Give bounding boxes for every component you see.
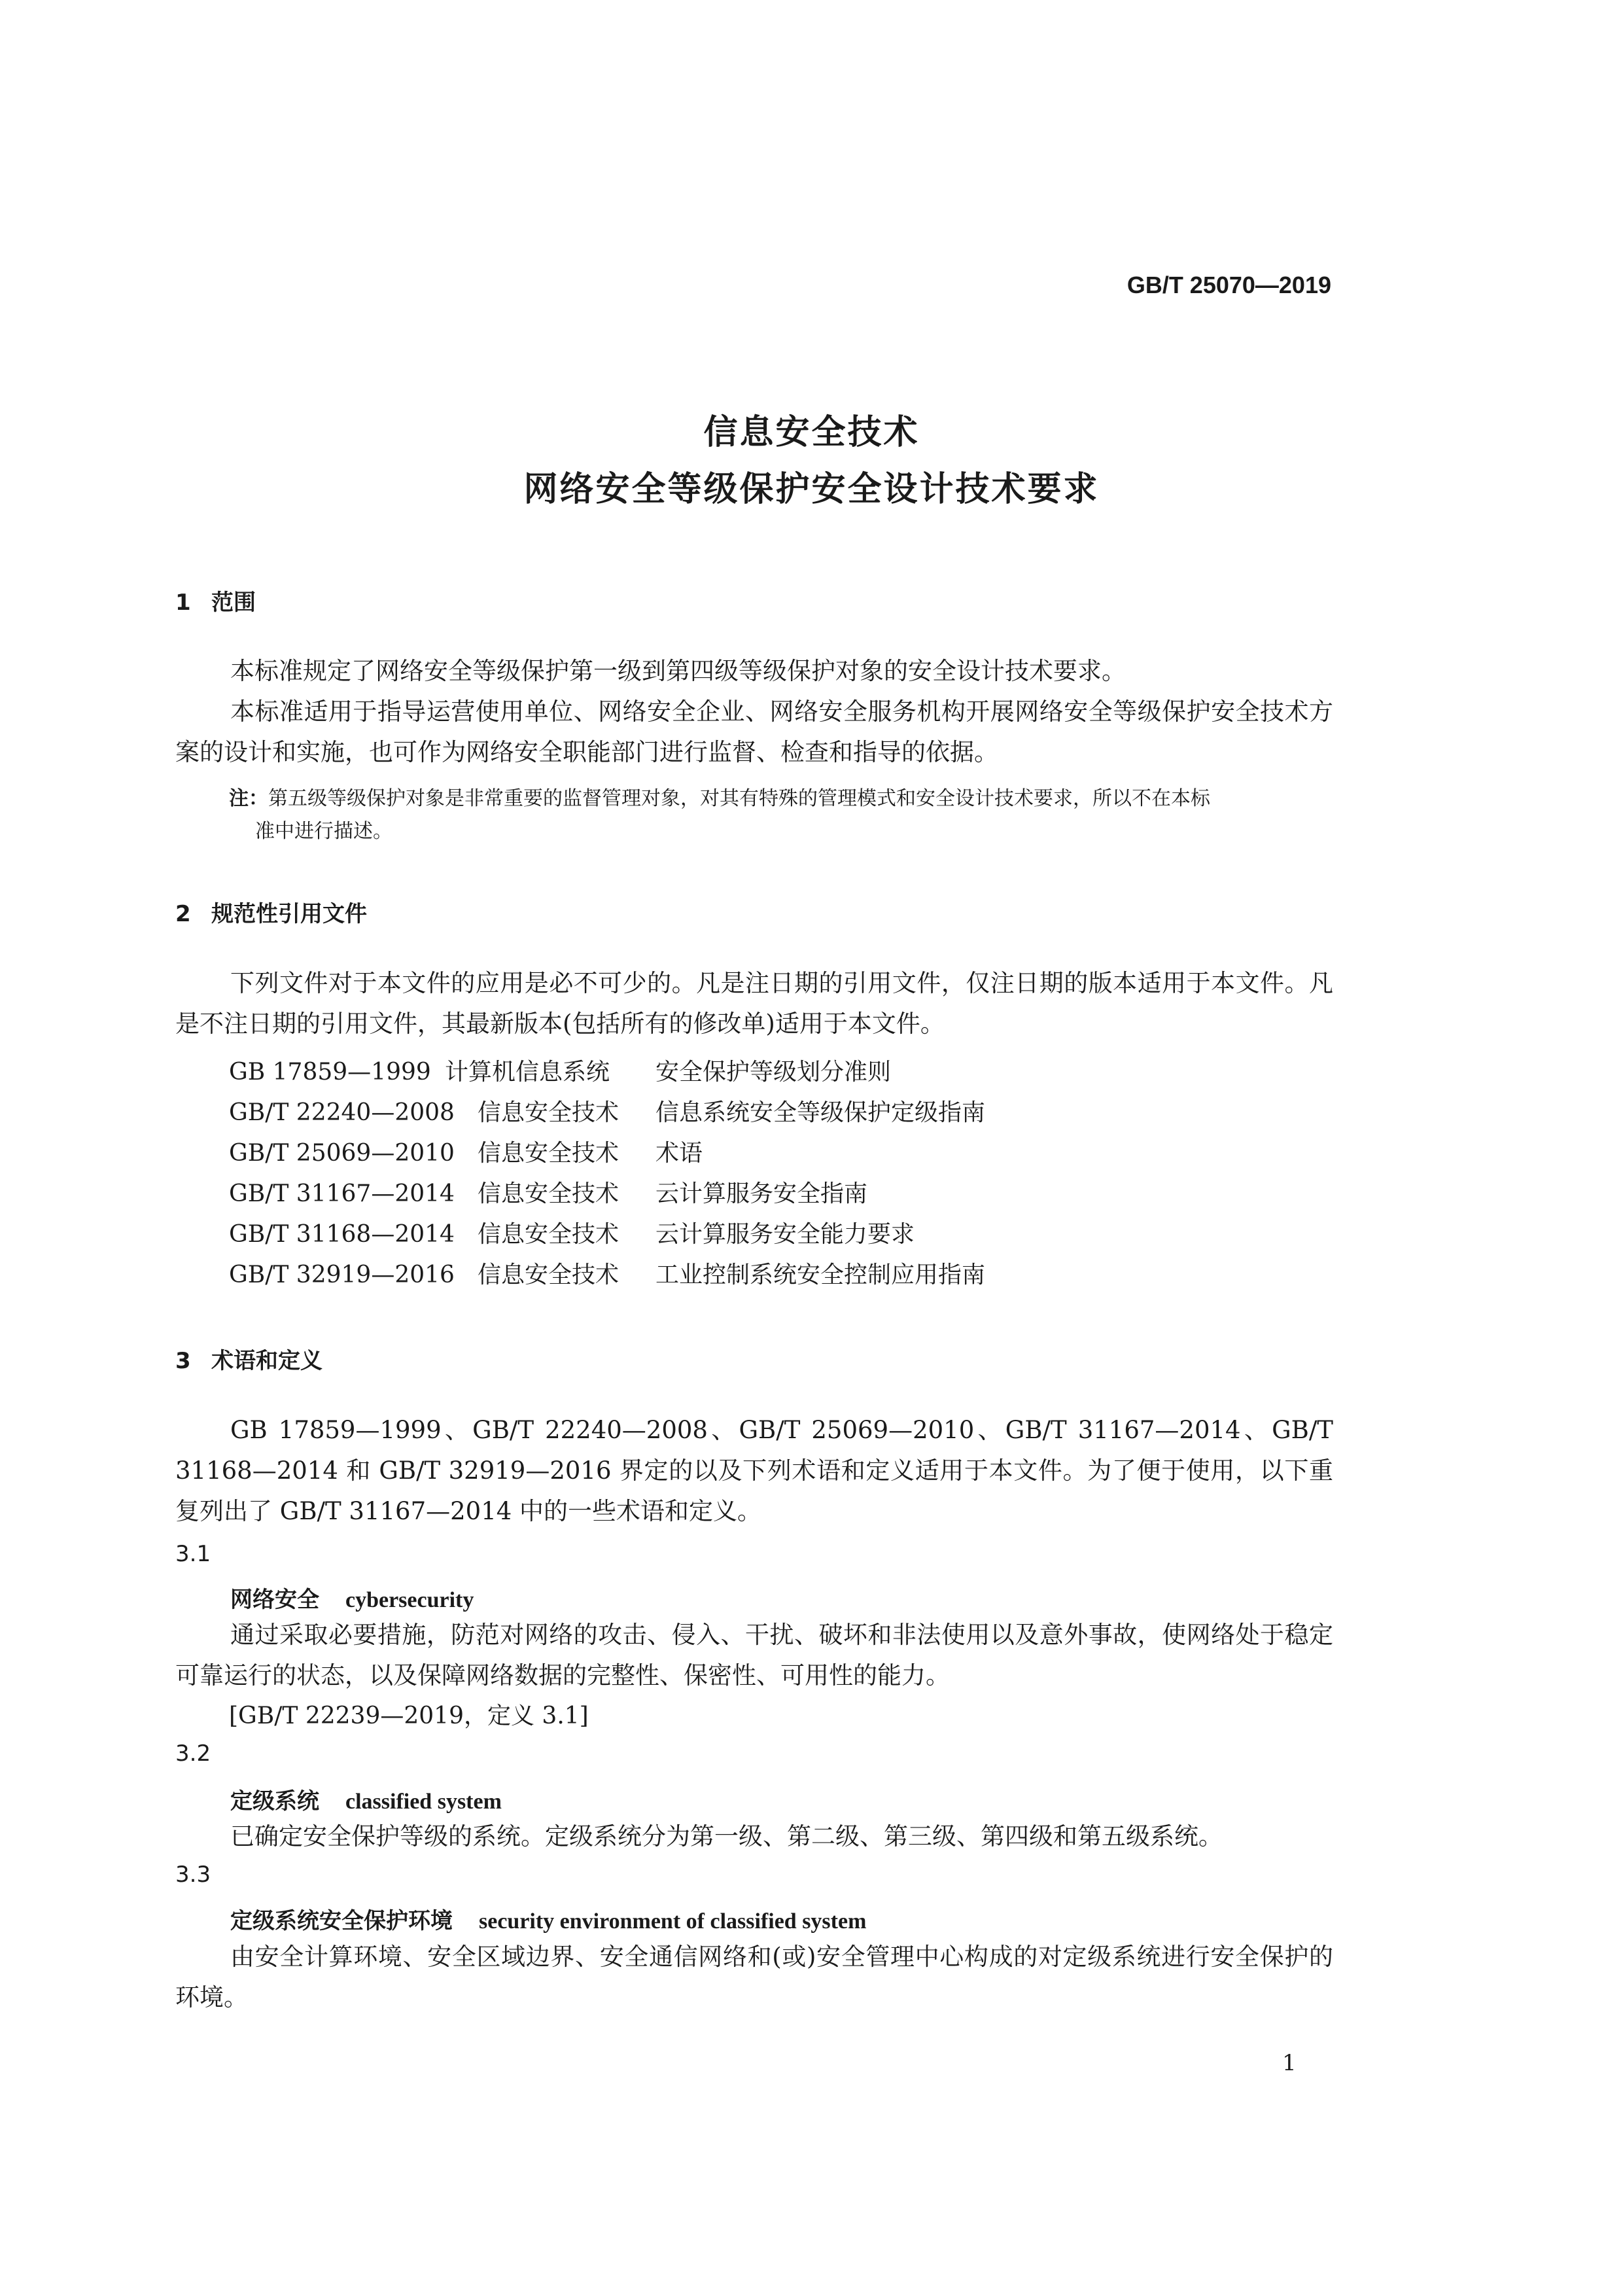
document-title-line-1: 信息安全技术 <box>703 413 920 452</box>
reference-row <box>229 1053 891 1087</box>
section-number: 3 <box>175 1348 191 1374</box>
reference-title: 工业控制系统安全控制应用指南 <box>655 1262 986 1288</box>
reference-title: 云计算服务安全能力要求 <box>655 1221 915 1248</box>
reference-title: 术语 <box>655 1140 703 1167</box>
reference-row <box>229 1094 985 1127</box>
term-number: 3.2 <box>175 1740 211 1767</box>
term-number: 3.3 <box>175 1862 211 1888</box>
reference-code: GB/T 31167—2014 <box>229 1180 455 1207</box>
section-1-para-1: 本标准规定了网络安全等级保护第一级到第四级等级保护对象的安全设计技术要求。 <box>230 657 1126 685</box>
reference-code: GB 17859—1999 <box>229 1059 431 1086</box>
section-title: 范围 <box>211 590 256 616</box>
section-number: 2 <box>175 901 191 927</box>
reference-code: GB/T 25069—2010 <box>229 1140 455 1167</box>
section-1-heading <box>175 584 256 616</box>
section-title: 术语和定义 <box>211 1348 323 1374</box>
reference-title: 安全保护等级划分准则 <box>655 1059 892 1086</box>
reference-code: GB/T 31168—2014 <box>229 1221 455 1248</box>
reference-group: 信息安全技术 <box>478 1221 620 1248</box>
note-label: 注： <box>229 787 268 810</box>
term-definition: 通过采取必要措施，防范对网络的攻击、侵入、干扰、破坏和非法使用以及意外事故，使网络处于稳定可靠运行的状态，以及保障网络数据的完整性、保密性、可用性的能力。 <box>175 1621 1333 1689</box>
reference-title: 信息系统安全等级保护定级指南 <box>655 1099 986 1126</box>
reference-title: 云计算服务安全指南 <box>655 1180 868 1207</box>
reference-code: GB/T 22240—2008 <box>229 1099 455 1126</box>
term-heading <box>230 1581 474 1614</box>
reference-group: 计算机信息系统 <box>445 1059 610 1086</box>
reference-row <box>229 1216 915 1249</box>
section-3-intro: GB 17859—1999、GB/T 22240—2008、GB/T 25069—2010、GB/T 31167—2014、GB/T 31168—2014 和 GB/T 32919—2016 界定的以及下列术语和定义适用于本文件。为了便于使用，以下重复列出了 GB/T 31167—2014 中的一些术语和定义。 <box>175 1416 1333 1525</box>
term-number: 3.1 <box>175 1541 211 1567</box>
section-2-intro: 下列文件对于本文件的应用是必不可少的。凡是注日期的引用文件，仅注日期的版本适用于本文件。凡是不注日期的引用文件，其最新版本(包括所有的修改单)适用于本文件。 <box>175 969 1333 1038</box>
note-line-1: 第五级等级保护对象是非常重要的监督管理对象，对其有特殊的管理模式和安全设计技术要求，所以不在本标 <box>268 787 1210 810</box>
reference-row <box>229 1256 985 1290</box>
reference-group: 信息安全技术 <box>478 1099 620 1126</box>
section-2-heading <box>175 896 367 928</box>
term-heading <box>230 1903 866 1935</box>
reference-code: GB/T 32919—2016 <box>229 1262 455 1288</box>
term-en: cybersecurity <box>345 1588 474 1612</box>
document-title-line-2: 网络安全等级保护安全设计技术要求 <box>523 470 1100 509</box>
reference-row <box>229 1175 867 1209</box>
term-en: classified system <box>345 1790 502 1814</box>
term-source: [GB/T 22239—2019，定义 3.1] <box>229 1703 589 1729</box>
section-1-note <box>229 783 1333 848</box>
reference-group: 信息安全技术 <box>478 1180 620 1207</box>
term-heading <box>230 1783 502 1815</box>
term-zh: 定级系统 <box>230 1788 319 1814</box>
section-1-para-2: 本标准适用于指导运营使用单位、网络安全企业、网络安全服务机构开展网络安全等级保护安全技术方案的设计和实施，也可作为网络安全职能部门进行监督、检查和指导的依据。 <box>175 698 1333 766</box>
reference-group: 信息安全技术 <box>478 1262 620 1288</box>
section-title: 规范性引用文件 <box>211 901 367 927</box>
term-definition: 由安全计算环境、安全区域边界、安全通信网络和(或)安全管理中心构成的对定级系统进行安全保护的环境。 <box>175 1943 1333 2011</box>
standard-code: GB/T 25070—2019 <box>1126 272 1331 298</box>
term-en: security environment of classified system <box>479 1909 867 1934</box>
term-zh: 定级系统安全保护环境 <box>230 1908 453 1934</box>
reference-group: 信息安全技术 <box>478 1140 620 1167</box>
section-3-heading <box>175 1343 323 1375</box>
term-definition: 已确定安全保护等级的系统。定级系统分为第一级、第二级、第三级、第四级和第五级系统。 <box>230 1822 1223 1850</box>
term-zh: 网络安全 <box>230 1587 319 1613</box>
reference-row <box>229 1135 703 1168</box>
page-number: 1 <box>1282 2050 1297 2076</box>
section-number: 1 <box>175 590 191 616</box>
note-line-2: 准中进行描述。 <box>255 820 393 843</box>
